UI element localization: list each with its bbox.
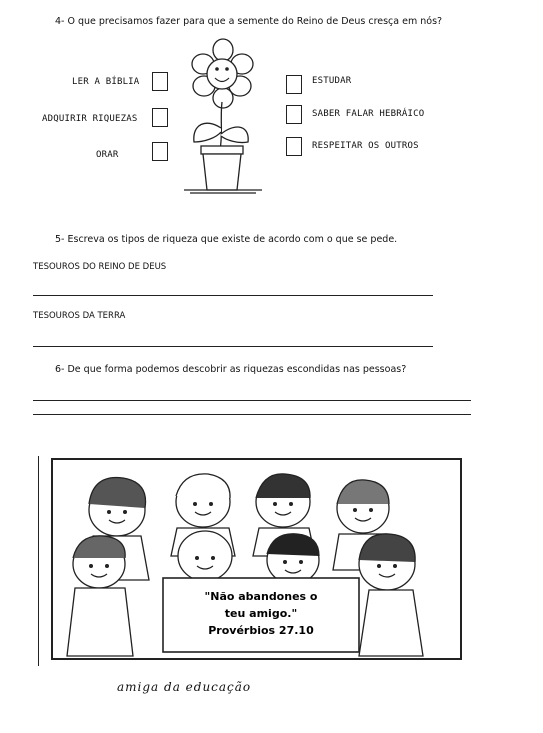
kids-illustration-frame xyxy=(51,458,462,660)
checkbox-orar[interactable] xyxy=(152,142,168,161)
answer-line-reino[interactable] xyxy=(33,295,433,296)
answer-line-6a[interactable] xyxy=(33,400,471,401)
sign-line-2: teu amigo." xyxy=(224,607,298,620)
question-5-text: 5- Escreva os tipos de riqueza que existe de acordo com o que se pede. xyxy=(55,234,398,245)
tesouros-terra-label: TESOUROS DA TERRA xyxy=(33,311,126,321)
footer-signature: amiga da educação xyxy=(117,680,252,694)
option-adquirir-riquezas: ADQUIRIR RIQUEZAS xyxy=(42,114,138,124)
answer-line-terra[interactable] xyxy=(33,346,433,347)
question-4-text: 4- O que precisamos fazer para que a semente do Reino de Deus cresça em nós? xyxy=(55,16,443,27)
tesouros-reino-label: TESOUROS DO REINO DE DEUS xyxy=(33,262,167,272)
margin-line xyxy=(38,456,39,666)
option-estudar: ESTUDAR xyxy=(312,76,352,86)
checkbox-estudar[interactable] xyxy=(286,75,302,94)
checkbox-adquirir-riquezas[interactable] xyxy=(152,108,168,127)
flower-pot-drawing xyxy=(180,38,266,200)
option-orar: ORAR xyxy=(96,150,119,160)
kids-illustration xyxy=(53,460,460,658)
sign-line-3: Provérbios 27.10 xyxy=(208,624,314,637)
checkbox-saber-falar-hebraico[interactable] xyxy=(286,105,302,124)
option-ler-a-biblia: LER A BÍBLIA xyxy=(72,77,140,87)
sign-line-1: "Não abandones o xyxy=(204,590,318,603)
question-6-text: 6- De que forma podemos descobrir as riquezas escondidas nas pessoas? xyxy=(55,364,407,375)
checkbox-ler-a-biblia[interactable] xyxy=(152,72,168,91)
answer-line-6b[interactable] xyxy=(33,414,471,415)
option-respeitar-os-outros: RESPEITAR OS OUTROS xyxy=(312,141,419,151)
option-saber-falar-hebraico: SABER FALAR HEBRÁICO xyxy=(312,109,425,119)
checkbox-respeitar-os-outros[interactable] xyxy=(286,137,302,156)
